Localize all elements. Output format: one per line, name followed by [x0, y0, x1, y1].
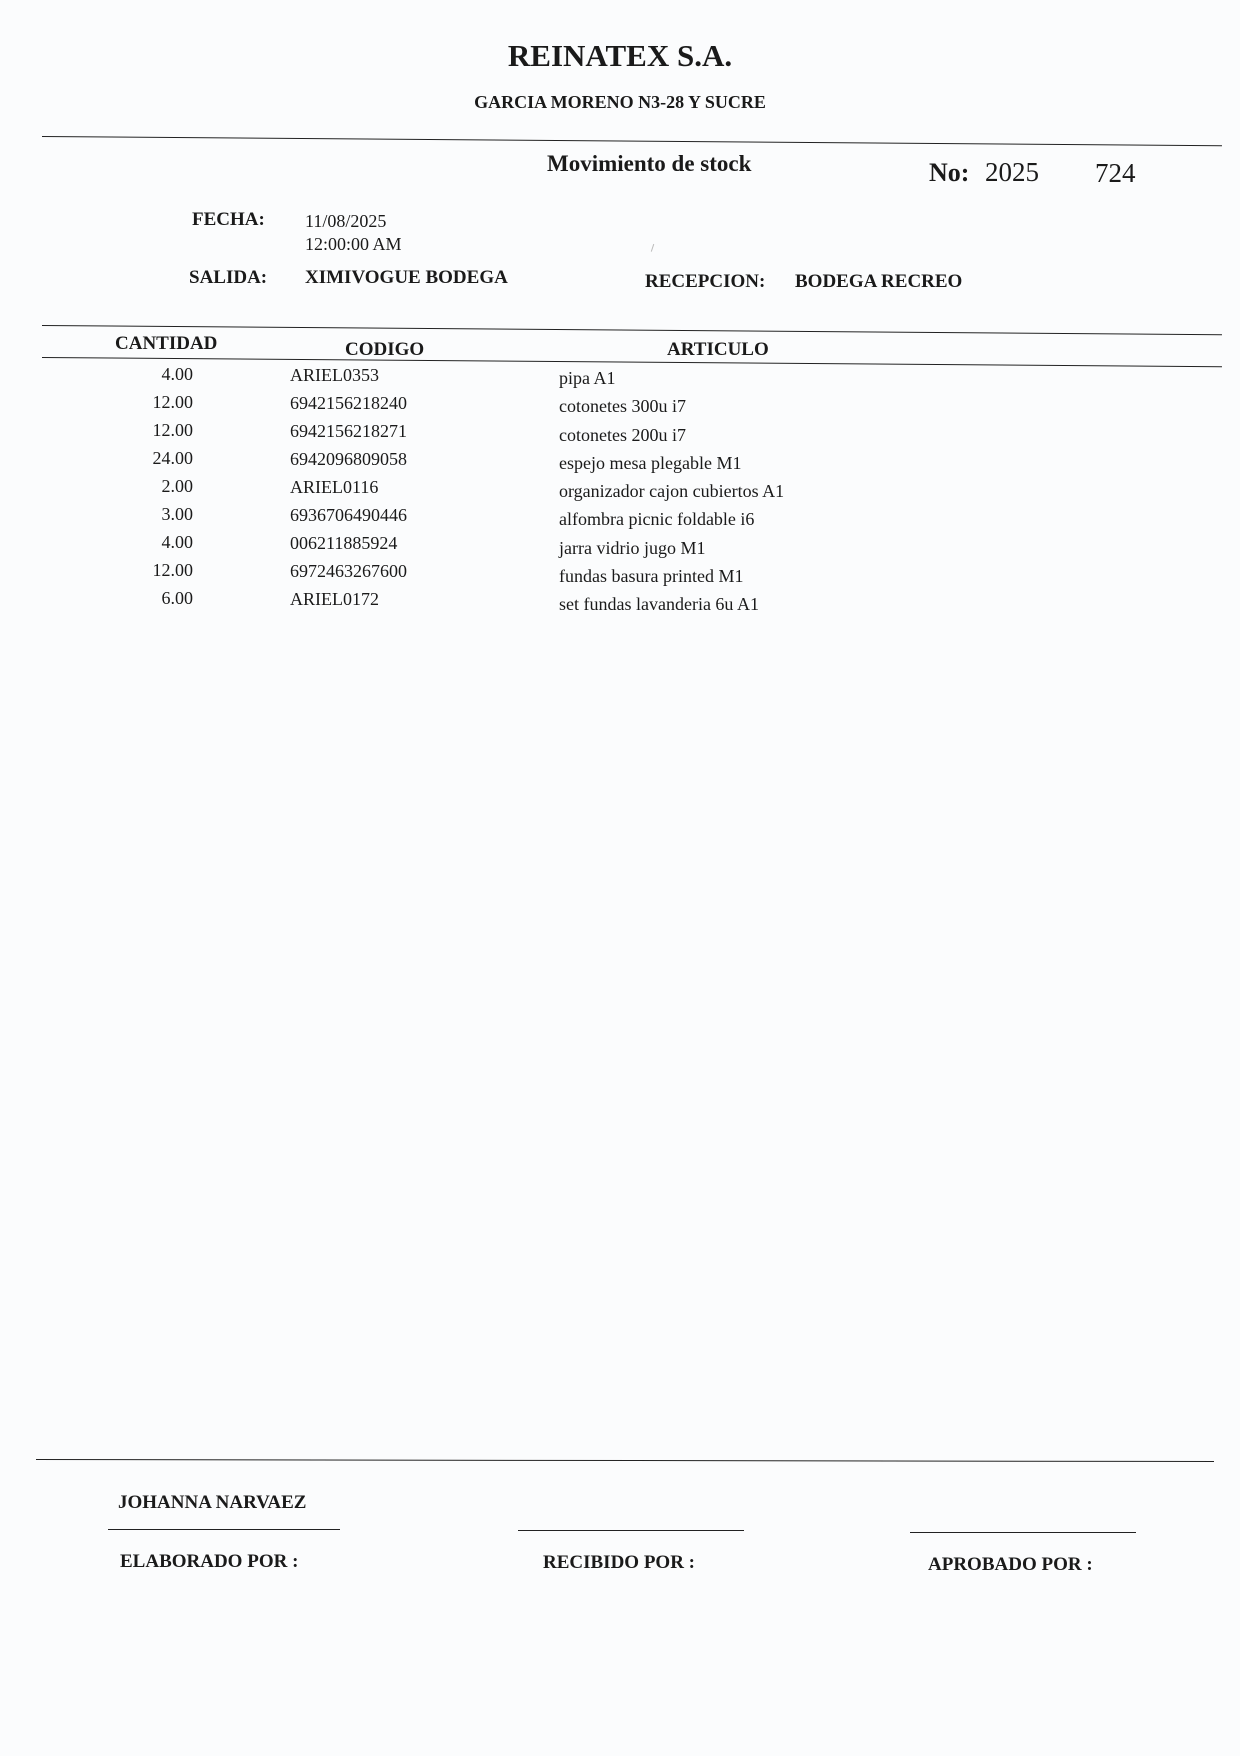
recepcion-label: RECEPCION: [645, 271, 766, 292]
row-articulo: pipa A1 [559, 368, 616, 388]
fecha-time: 12:00:00 AM [305, 234, 402, 254]
salida-label: SALIDA: [189, 267, 268, 288]
column-header-cantidad: CANTIDAD [115, 333, 218, 354]
aprobado-label: APROBADO POR : [928, 1554, 1093, 1575]
row-codigo: 6942156218271 [290, 421, 407, 441]
row-articulo: jarra vidrio jugo M1 [559, 537, 706, 558]
row-articulo: organizador cajon cubiertos A1 [559, 481, 785, 502]
table-header-divider [42, 357, 1222, 367]
row-codigo: ARIEL0353 [290, 365, 379, 385]
row-articulo: espejo mesa plegable M1 [559, 452, 742, 473]
elaborado-name: JOHANNA NARVAEZ [118, 1492, 307, 1513]
elaborado-label: ELABORADO POR : [120, 1551, 299, 1572]
row-cantidad: 12.00 [152, 420, 193, 440]
row-cantidad: 12.00 [152, 560, 193, 580]
row-cantidad: 6.00 [161, 588, 193, 608]
row-codigo: 6972463267600 [290, 561, 407, 581]
document-number-value: 724 [1095, 158, 1136, 188]
row-cantidad: 3.00 [161, 504, 193, 524]
footer-divider [36, 1459, 1214, 1462]
row-codigo: 6936706490446 [290, 505, 407, 525]
recepcion-value: BODEGA RECREO [795, 271, 963, 292]
fecha-label: FECHA: [192, 209, 265, 230]
document-title: Movimiento de stock [547, 151, 752, 176]
row-articulo: set fundas lavanderia 6u A1 [559, 594, 759, 615]
row-codigo: 6942156218240 [290, 393, 407, 413]
header-divider [42, 136, 1222, 146]
column-header-articulo: ARTICULO [667, 339, 769, 360]
salida-value: XIMIVOGUE BODEGA [305, 267, 508, 288]
column-header-codigo: CODIGO [345, 339, 425, 360]
row-articulo: cotonetes 200u i7 [559, 424, 686, 445]
row-codigo: ARIEL0116 [290, 477, 379, 497]
row-cantidad: 12.00 [152, 392, 193, 412]
row-cantidad: 24.00 [152, 448, 193, 468]
row-codigo: 006211885924 [290, 533, 398, 553]
document-number-year: 2025 [985, 157, 1039, 187]
company-name: REINATEX S.A. [507, 38, 733, 73]
elaborado-signature-line [108, 1529, 340, 1530]
row-articulo: fundas basura printed M1 [559, 565, 744, 586]
fecha-date: 11/08/2025 [305, 211, 387, 231]
company-address: GARCIA MORENO N3-28 Y SUCRE [474, 92, 766, 112]
row-cantidad: 2.00 [161, 476, 193, 496]
row-articulo: cotonetes 300u i7 [559, 396, 686, 417]
recibido-label: RECIBIDO POR : [543, 1552, 696, 1573]
table-top-divider [42, 325, 1222, 335]
row-cantidad: 4.00 [161, 532, 193, 552]
row-cantidad: 4.00 [161, 364, 193, 384]
row-codigo: 6942096809058 [290, 449, 407, 469]
row-articulo: alfombra picnic foldable i6 [559, 509, 755, 530]
aprobado-signature-line [910, 1532, 1136, 1533]
row-codigo: ARIEL0172 [290, 589, 379, 609]
scan-mark [651, 244, 655, 252]
recibido-signature-line [518, 1530, 744, 1531]
document-number-label: No: [929, 158, 970, 187]
